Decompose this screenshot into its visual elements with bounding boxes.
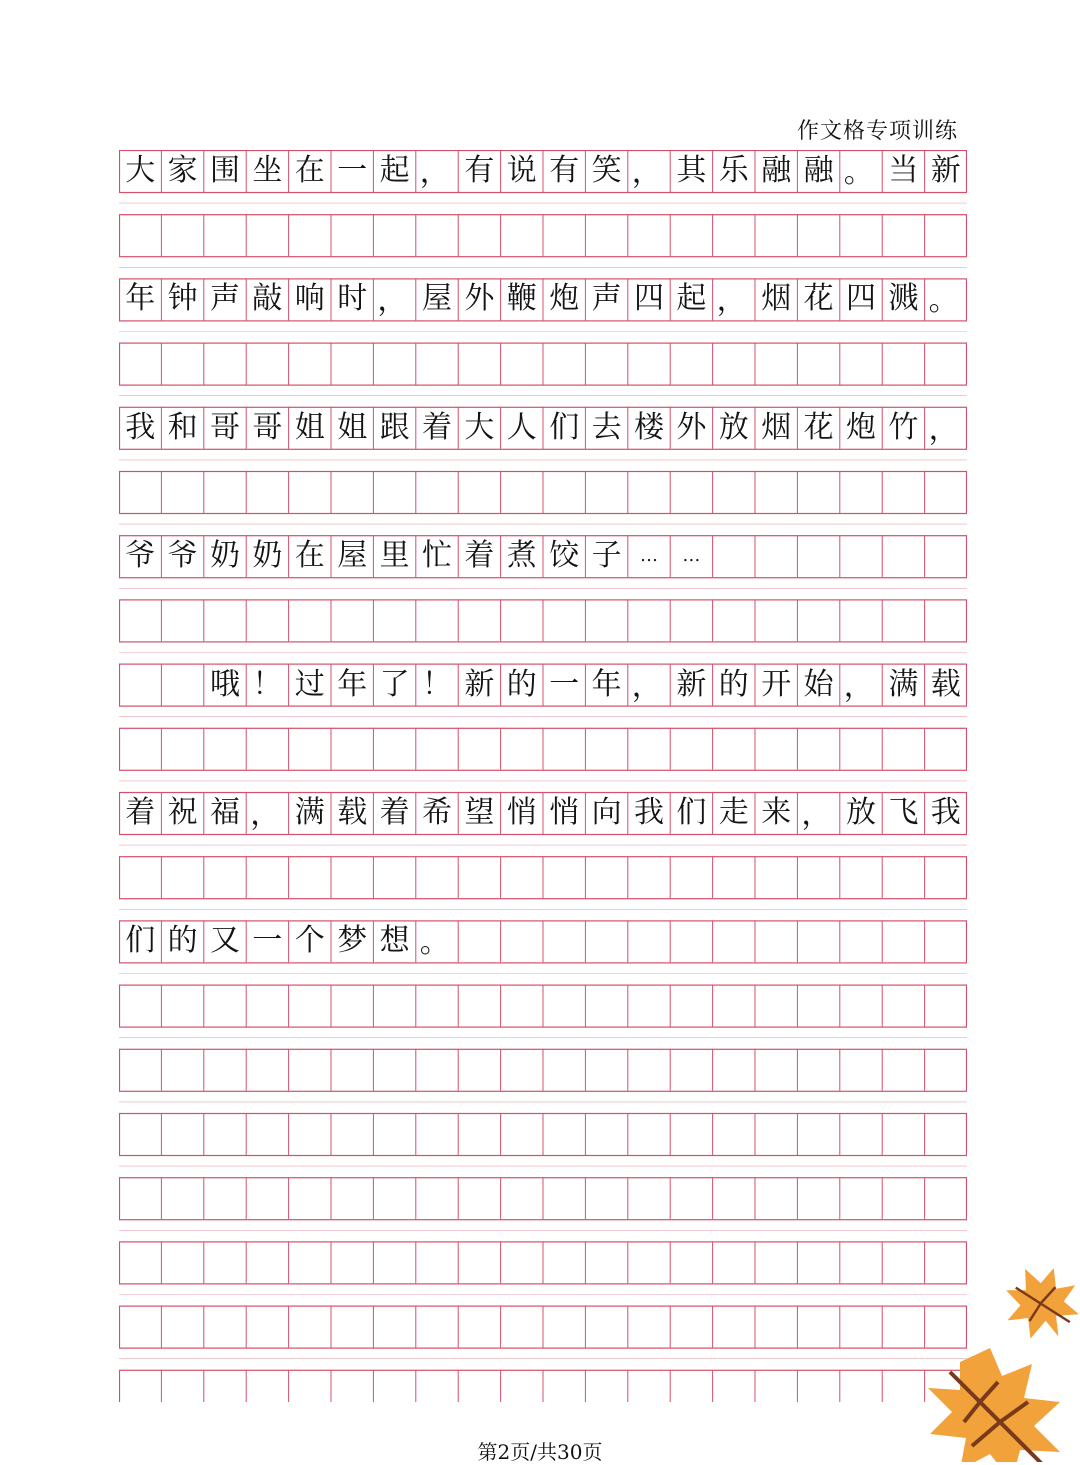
grid-character: 望: [464, 795, 495, 830]
grid-character: 钟: [167, 281, 198, 317]
grid-row: [119, 1113, 967, 1166]
grid-character: 在: [294, 538, 325, 574]
grid-character: 笑: [591, 153, 622, 188]
grid-character: 一: [549, 666, 580, 702]
composition-grid-sheet: [119, 150, 967, 1402]
grid-character: 声: [209, 281, 240, 317]
grid-character: 楼: [633, 409, 664, 445]
grid-character: 了: [379, 666, 410, 702]
grid-character: 放: [845, 795, 876, 830]
grid-character: 开: [761, 666, 792, 702]
grid-character: 着: [464, 538, 495, 574]
grid-character: 年: [337, 666, 368, 702]
grid-character: 又: [209, 923, 240, 959]
grid-character: ，: [250, 797, 281, 832]
grid-character: 我: [930, 795, 961, 830]
grid-character: 屋: [421, 281, 452, 317]
essay-line: [119, 535, 967, 577]
grid-character: 声: [591, 281, 622, 317]
grid-character: 乐: [718, 153, 749, 188]
grid-character: 一: [337, 153, 368, 188]
grid-character: 放: [718, 409, 749, 445]
grid-character: ！: [421, 666, 452, 702]
grid-character: ，: [928, 411, 959, 447]
page-header-title: 作文格专项训练: [796, 119, 958, 144]
grid-character: 跟: [379, 409, 410, 445]
essay-line: [119, 792, 967, 834]
grid-character: 走: [718, 795, 749, 830]
grid-character: 起: [379, 153, 410, 188]
grid-character: 敲: [252, 281, 283, 317]
grid-character: ，: [419, 155, 450, 190]
grid-character: 去: [591, 409, 622, 445]
grid-character: 个: [294, 923, 325, 959]
grid-row: [119, 985, 967, 1038]
grid-character: 。: [419, 925, 450, 961]
grid-character: 其: [676, 153, 707, 188]
grid-character: 炮: [845, 409, 876, 445]
grid-character: 我: [125, 409, 156, 445]
grid-character: 四: [845, 281, 876, 317]
grid-character: 里: [379, 538, 410, 574]
grid-character: 希: [421, 795, 452, 830]
grid-character: 烟: [761, 281, 792, 317]
grid-character: 溅: [888, 281, 919, 317]
grid-character: 融: [803, 153, 834, 188]
grid-character: ，: [631, 668, 662, 704]
grid-row: [119, 471, 967, 524]
grid-character: 飞: [888, 795, 919, 830]
grid-character: 满: [888, 666, 919, 702]
grid-character: 祝: [167, 795, 198, 830]
grid-character: 有: [464, 153, 495, 188]
grid-character: 炮: [549, 281, 580, 317]
grid-character: 有: [549, 153, 580, 188]
grid-character: 向: [591, 795, 622, 830]
grid-character: 奶: [252, 538, 283, 574]
grid-character: 们: [676, 795, 707, 830]
grid-character: 人: [506, 409, 537, 445]
grid-character: 忙: [421, 538, 452, 574]
grid-character: 饺: [549, 538, 580, 574]
grid-character: 的: [718, 666, 749, 702]
grid-character: …: [682, 545, 701, 567]
essay-line: [119, 150, 967, 192]
grid-row: [119, 343, 967, 396]
grid-character: ！: [252, 666, 283, 702]
grid-row: [119, 856, 967, 909]
grid-row: [119, 214, 967, 267]
grid-character: 来: [761, 795, 792, 830]
grid-lines: [119, 150, 967, 1402]
grid-character: 外: [676, 409, 707, 445]
grid-character: 悄: [549, 795, 580, 830]
grid-character: 围: [209, 153, 240, 188]
maple-leaf-small-icon: [1000, 1262, 1080, 1344]
grid-character: 爷: [167, 538, 198, 574]
grid-character: 新: [464, 666, 495, 702]
grid-row: [119, 1241, 967, 1294]
grid-character: 福: [209, 795, 240, 830]
grid-character: 一: [252, 923, 283, 959]
grid-character: 煮: [506, 538, 537, 574]
grid-character: ，: [716, 283, 747, 319]
grid-character: 的: [506, 666, 537, 702]
grid-character: 融: [761, 153, 792, 188]
grid-character: 烟: [761, 409, 792, 445]
grid-character: 和: [167, 409, 198, 445]
grid-character: 我: [633, 795, 664, 830]
grid-character: 新: [676, 666, 707, 702]
grid-character: ，: [377, 283, 408, 319]
grid-character: 子: [591, 538, 622, 574]
grid-character: 外: [464, 281, 495, 317]
grid-character: 家: [167, 153, 198, 188]
grid-character: 。: [928, 283, 959, 319]
grid-row: [119, 1177, 967, 1230]
grid-character: 竹: [888, 409, 919, 445]
grid-character: 新: [930, 153, 961, 188]
grid-character: 响: [294, 281, 325, 317]
grid-character: 年: [591, 666, 622, 702]
essay-line: [119, 278, 967, 320]
grid-row: [119, 728, 967, 781]
grid-character: 哦: [209, 666, 240, 702]
grid-character: 哥: [209, 409, 240, 445]
grid-character: 鞭: [506, 281, 537, 317]
grid-character: 们: [125, 923, 156, 959]
grid-character: 屋: [337, 538, 368, 574]
grid-character: 的: [167, 923, 198, 959]
grid-character: 坐: [252, 153, 283, 188]
grid-character: 花: [803, 409, 834, 445]
grid-character: 梦: [337, 923, 368, 959]
grid-character: 在: [294, 153, 325, 188]
grid-character: 花: [803, 281, 834, 317]
grid-character: 哥: [252, 409, 283, 445]
grid-character: 。: [843, 155, 874, 190]
grid-character: 悄: [506, 795, 537, 830]
grid-character: 大: [464, 409, 495, 445]
page-number-footer: 第2页/共30页: [477, 1440, 603, 1464]
grid-character: 起: [676, 281, 707, 317]
grid-character: 年: [125, 281, 156, 317]
grid-character: 过: [294, 666, 325, 702]
grid-row: [120, 1370, 967, 1402]
grid-character: 四: [633, 281, 664, 317]
grid-row: [119, 1049, 967, 1102]
grid-character: 想: [379, 923, 410, 959]
grid-character: 们: [549, 409, 580, 445]
grid-character: 载: [337, 795, 368, 830]
grid-character: 着: [421, 409, 452, 445]
grid-character: 姐: [337, 409, 368, 445]
essay-line: [119, 664, 967, 706]
grid-character: 姐: [294, 409, 325, 445]
grid-character: ，: [843, 668, 874, 704]
grid-character: 载: [930, 666, 961, 702]
grid-character: 始: [803, 666, 834, 702]
grid-character: ，: [631, 155, 662, 190]
grid-character: …: [639, 545, 658, 567]
grid-character: 奶: [209, 538, 240, 574]
grid-character: 说: [506, 153, 537, 188]
grid-character: 爷: [125, 538, 156, 574]
grid-row: [119, 599, 967, 652]
grid-row: [119, 1306, 967, 1359]
grid-character: 着: [125, 795, 156, 830]
grid-character: 当: [888, 153, 919, 188]
essay-line: [119, 407, 967, 449]
grid-character: 满: [294, 795, 325, 830]
grid-character: 时: [337, 281, 368, 317]
grid-character: ，: [801, 797, 832, 832]
grid-character: 着: [379, 795, 410, 830]
grid-character: 大: [125, 153, 156, 188]
essay-line: [119, 920, 967, 962]
